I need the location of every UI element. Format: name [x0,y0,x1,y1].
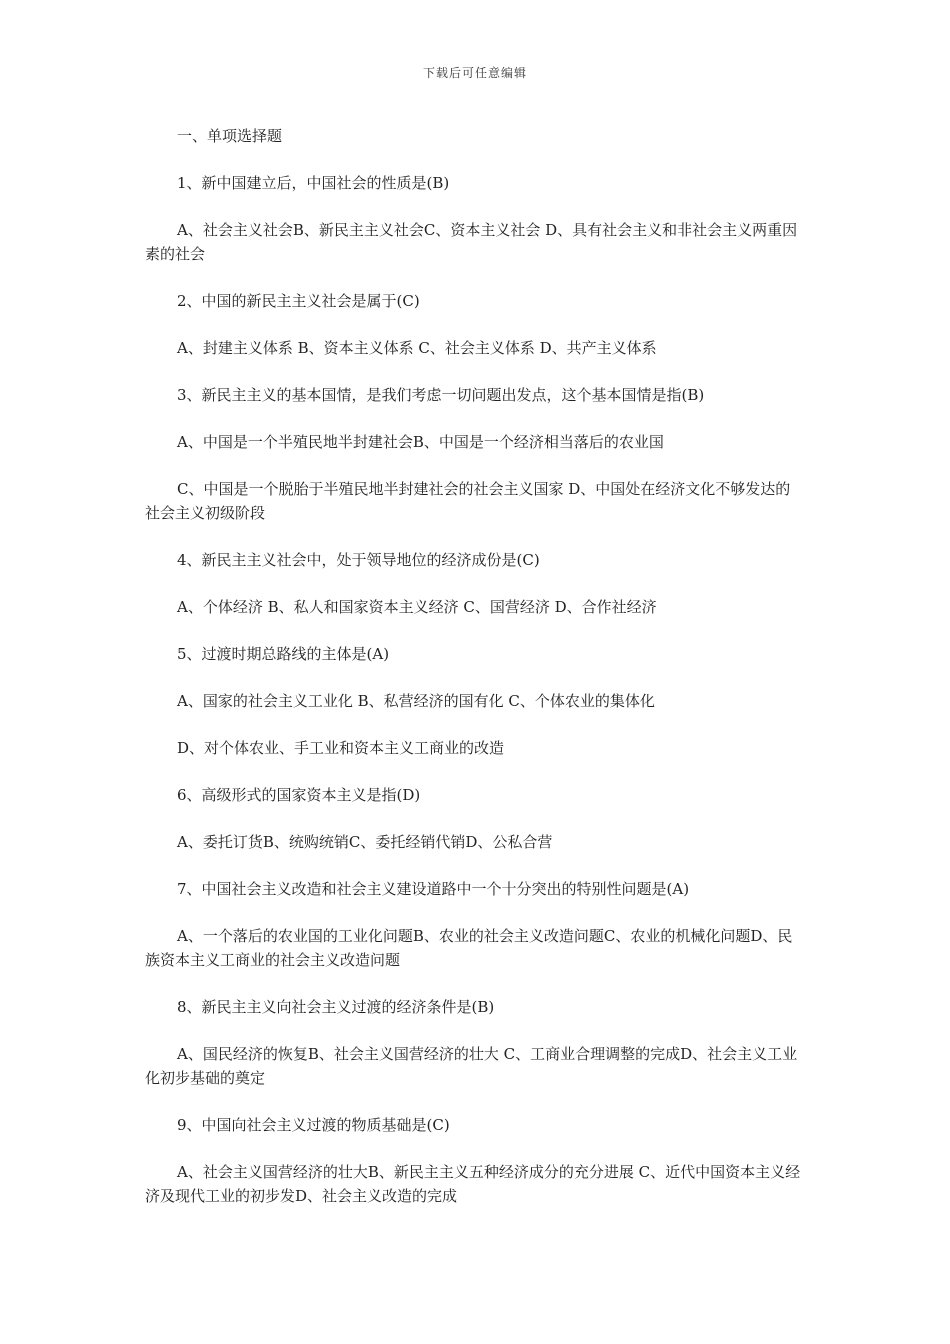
question-2-options: A、封建主义体系 B、资本主义体系 C、社会主义体系 D、共产主义体系 [177,339,657,357]
question-8: 8、新民主主义向社会主义过渡的经济条件是(B) [177,998,495,1016]
question-3: 3、新民主主义的基本国情，是我们考虑一切问题出发点，这个基本国情是指(B) [177,386,705,404]
question-6-options: A、委托订货B、统购统销C、委托经销代销D、公私合营 [177,833,553,851]
question-4: 4、新民主主义社会中，处于领导地位的经济成份是(C) [177,551,540,569]
question-2: 2、中国的新民主主义社会是属于(C) [177,292,420,310]
question-7-options: A、一个落后的农业国的工业化问题B、农业的社会主义改造问题C、农业的机械化问题D、民族资本主义工商业的社会主义改造问题 [145,927,793,969]
question-7: 7、中国社会主义改造和社会主义建设道路中一个十分突出的特别性问题是(A) [177,880,690,898]
question-6: 6、高级形式的国家资本主义是指(D) [177,786,421,804]
question-1-options: A、社会主义社会B、新民主主义社会C、资本主义社会 D、具有社会主义和非社会主义两重因素的社会 [145,221,798,263]
question-3-options-cd: C、中国是一个脱胎于半殖民地半封建社会的社会主义国家 D、中国处在经济文化不够发达的社会主义初级阶段 [145,480,791,522]
question-4-options: A、个体经济 B、私人和国家资本主义经济 C、国营经济 D、合作社经济 [177,598,657,616]
question-5: 5、过渡时期总路线的主体是(A) [177,645,390,663]
section-title: 一、单项选择题 [177,127,283,145]
question-5-option-d: D、对个体农业、手工业和资本主义工商业的改造 [177,739,505,757]
document-body [145,124,805,1231]
question-9-options: A、社会主义国营经济的壮大B、新民主主义五种经济成分的充分进展 C、近代中国资本主义经济及现代工业的初步发D、社会主义改造的完成 [145,1163,801,1205]
page-header-note: 下载后可任意编辑 [422,66,527,80]
question-8-options: A、国民经济的恢复B、社会主义国营经济的壮大 C、工商业合理调整的完成D、社会主义工业化初步基础的奠定 [145,1045,798,1087]
question-1: 1、新中国建立后，中国社会的性质是(B) [177,174,450,192]
question-9: 9、中国向社会主义过渡的物质基础是(C) [177,1116,450,1134]
question-3-options-ab: A、中国是一个半殖民地半封建社会B、中国是一个经济相当落后的农业国 [177,433,664,451]
question-5-options-abc: A、国家的社会主义工业化 B、私营经济的国有化 C、个体农业的集体化 [177,692,655,710]
